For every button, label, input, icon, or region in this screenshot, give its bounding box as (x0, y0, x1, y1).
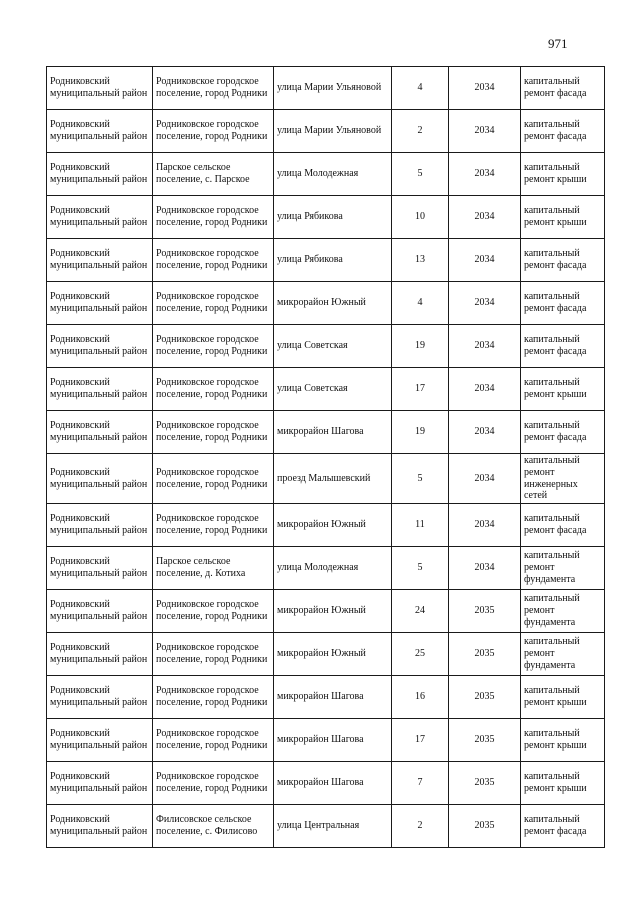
cell-work-type: капитальный ремонт фасада (521, 805, 605, 848)
table-row (47, 368, 605, 411)
table-body (47, 67, 605, 848)
cell-district: Родниковский муниципальный район (47, 504, 153, 547)
cell-district: Родниковский муниципальный район (47, 110, 153, 153)
table-row (47, 454, 605, 504)
cell-settlement: Родниковское городское поселение, город Родники (153, 282, 274, 325)
cell-house-number: 17 (392, 719, 449, 762)
cell-district: Родниковский муниципальный район (47, 411, 153, 454)
cell-work-type: капитальный ремонт крыши (521, 368, 605, 411)
cell-year: 2035 (449, 719, 521, 762)
cell-settlement: Родниковское городское поселение, город Родники (153, 196, 274, 239)
cell-year: 2035 (449, 762, 521, 805)
cell-house-number: 7 (392, 762, 449, 805)
cell-work-type: капитальный ремонт крыши (521, 153, 605, 196)
cell-street: улица Марии Ульяновой (274, 67, 392, 110)
table-row (47, 239, 605, 282)
cell-work-type: капитальный ремонт фасада (521, 325, 605, 368)
cell-district: Родниковский муниципальный район (47, 282, 153, 325)
cell-district: Родниковский муниципальный район (47, 196, 153, 239)
table-row (47, 110, 605, 153)
table-row (47, 504, 605, 547)
cell-year: 2035 (449, 805, 521, 848)
cell-house-number: 25 (392, 633, 449, 676)
cell-settlement: Родниковское городское поселение, город Родники (153, 590, 274, 633)
cell-district: Родниковский муниципальный район (47, 590, 153, 633)
cell-street: микрорайон Шагова (274, 676, 392, 719)
table-row (47, 633, 605, 676)
table-row (47, 547, 605, 590)
cell-district: Родниковский муниципальный район (47, 676, 153, 719)
cell-year: 2034 (449, 547, 521, 590)
cell-work-type: капитальный ремонт фасада (521, 67, 605, 110)
cell-street: микрорайон Южный (274, 282, 392, 325)
cell-district: Родниковский муниципальный район (47, 239, 153, 282)
table-row (47, 196, 605, 239)
table-row (47, 676, 605, 719)
cell-house-number: 2 (392, 805, 449, 848)
cell-settlement: Родниковское городское поселение, город Родники (153, 325, 274, 368)
cell-work-type: капитальный ремонт крыши (521, 676, 605, 719)
table-row (47, 590, 605, 633)
cell-street: улица Рябикова (274, 239, 392, 282)
cell-year: 2035 (449, 676, 521, 719)
cell-street: микрорайон Шагова (274, 762, 392, 805)
cell-work-type: капитальный ремонт фасада (521, 282, 605, 325)
cell-street: микрорайон Шагова (274, 411, 392, 454)
cell-work-type: капитальный ремонт фундамента (521, 633, 605, 676)
cell-street: улица Советская (274, 368, 392, 411)
cell-house-number: 5 (392, 547, 449, 590)
cell-year: 2034 (449, 454, 521, 504)
table-row (47, 805, 605, 848)
cell-house-number: 17 (392, 368, 449, 411)
cell-house-number: 19 (392, 325, 449, 368)
cell-settlement: Родниковское городское поселение, город Родники (153, 633, 274, 676)
cell-street: микрорайон Южный (274, 633, 392, 676)
cell-street: улица Центральная (274, 805, 392, 848)
cell-year: 2034 (449, 153, 521, 196)
cell-house-number: 4 (392, 67, 449, 110)
cell-year: 2034 (449, 504, 521, 547)
cell-house-number: 13 (392, 239, 449, 282)
cell-settlement: Родниковское городское поселение, город Родники (153, 368, 274, 411)
cell-street: микрорайон Южный (274, 590, 392, 633)
cell-house-number: 4 (392, 282, 449, 325)
cell-year: 2034 (449, 411, 521, 454)
cell-year: 2034 (449, 282, 521, 325)
cell-district: Родниковский муниципальный район (47, 805, 153, 848)
cell-settlement: Родниковское городское поселение, город Родники (153, 762, 274, 805)
cell-district: Родниковский муниципальный район (47, 153, 153, 196)
cell-street: микрорайон Южный (274, 504, 392, 547)
cell-work-type: капитальный ремонт фасада (521, 411, 605, 454)
cell-district: Родниковский муниципальный район (47, 325, 153, 368)
cell-work-type: капитальный ремонт крыши (521, 762, 605, 805)
cell-work-type: капитальный ремонт фасада (521, 504, 605, 547)
cell-year: 2035 (449, 590, 521, 633)
cell-year: 2034 (449, 325, 521, 368)
cell-settlement: Родниковское городское поселение, город Родники (153, 110, 274, 153)
cell-street: улица Марии Ульяновой (274, 110, 392, 153)
cell-district: Родниковский муниципальный район (47, 454, 153, 504)
cell-street: проезд Малышевский (274, 454, 392, 504)
cell-year: 2034 (449, 67, 521, 110)
repair-schedule-table (46, 66, 605, 848)
cell-district: Родниковский муниципальный район (47, 547, 153, 590)
cell-work-type: капитальный ремонт фундамента (521, 547, 605, 590)
cell-work-type: капитальный ремонт фасада (521, 110, 605, 153)
cell-district: Родниковский муниципальный район (47, 719, 153, 762)
cell-street: улица Рябикова (274, 196, 392, 239)
cell-settlement: Родниковское городское поселение, город Родники (153, 239, 274, 282)
cell-settlement: Родниковское городское поселение, город Родники (153, 504, 274, 547)
cell-district: Родниковский муниципальный район (47, 67, 153, 110)
cell-district: Родниковский муниципальный район (47, 762, 153, 805)
cell-settlement: Парское сельское поселение, д. Котиха (153, 547, 274, 590)
cell-year: 2034 (449, 196, 521, 239)
cell-work-type: капитальный ремонт крыши (521, 196, 605, 239)
cell-house-number: 19 (392, 411, 449, 454)
cell-year: 2034 (449, 239, 521, 282)
table-row (47, 67, 605, 110)
cell-settlement: Парское сельское поселение, с. Парское (153, 153, 274, 196)
cell-settlement: Филисовское сельское поселение, с. Филисово (153, 805, 274, 848)
cell-district: Родниковский муниципальный район (47, 368, 153, 411)
cell-street: микрорайон Шагова (274, 719, 392, 762)
cell-work-type: капитальный ремонт инженерных сетей (521, 454, 605, 504)
cell-year: 2035 (449, 633, 521, 676)
cell-house-number: 10 (392, 196, 449, 239)
cell-settlement: Родниковское городское поселение, город Родники (153, 454, 274, 504)
table-row (47, 719, 605, 762)
table-row (47, 762, 605, 805)
cell-street: улица Молодежная (274, 153, 392, 196)
cell-settlement: Родниковское городское поселение, город Родники (153, 411, 274, 454)
cell-year: 2034 (449, 368, 521, 411)
cell-house-number: 11 (392, 504, 449, 547)
cell-house-number: 5 (392, 454, 449, 504)
cell-settlement: Родниковское городское поселение, город Родники (153, 719, 274, 762)
cell-settlement: Родниковское городское поселение, город Родники (153, 676, 274, 719)
cell-work-type: капитальный ремонт фундамента (521, 590, 605, 633)
table-row (47, 282, 605, 325)
table-row (47, 153, 605, 196)
cell-house-number: 24 (392, 590, 449, 633)
cell-house-number: 2 (392, 110, 449, 153)
table-row (47, 411, 605, 454)
cell-district: Родниковский муниципальный район (47, 633, 153, 676)
cell-settlement: Родниковское городское поселение, город Родники (153, 67, 274, 110)
cell-street: улица Советская (274, 325, 392, 368)
cell-street: улица Молодежная (274, 547, 392, 590)
cell-house-number: 16 (392, 676, 449, 719)
cell-work-type: капитальный ремонт фасада (521, 239, 605, 282)
table-row (47, 325, 605, 368)
cell-year: 2034 (449, 110, 521, 153)
cell-house-number: 5 (392, 153, 449, 196)
page-number: 971 (548, 36, 568, 51)
cell-work-type: капитальный ремонт крыши (521, 719, 605, 762)
